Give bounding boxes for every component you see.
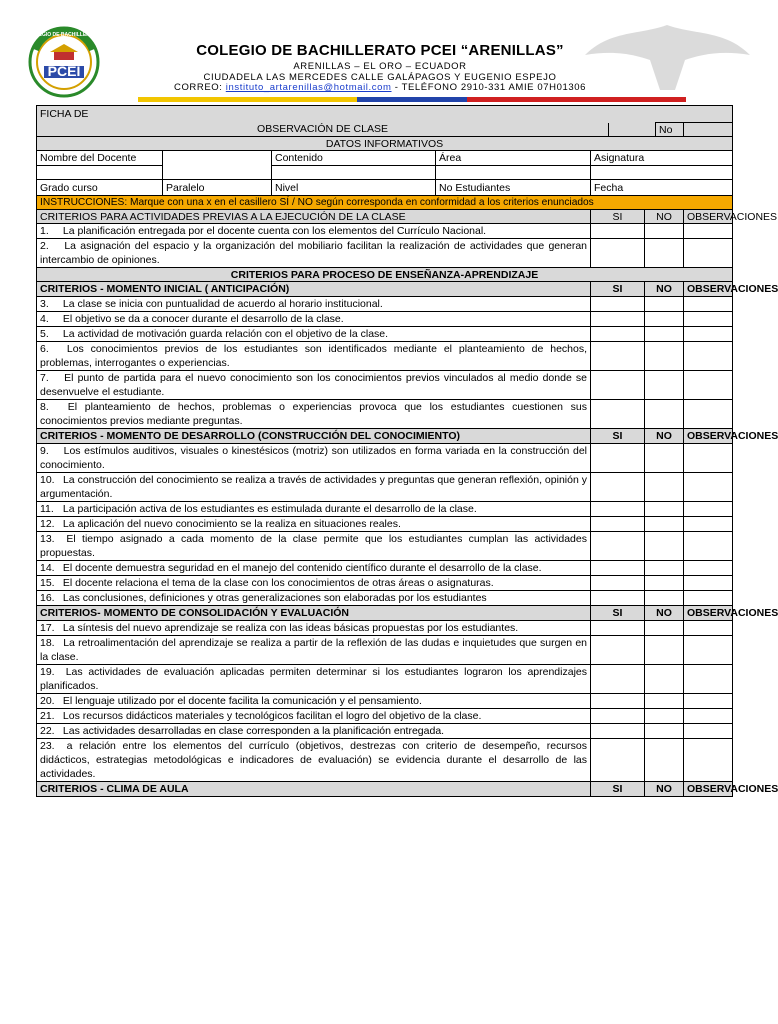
section-header-consolidacion: CRITERIOS- MOMENTO DE CONSOLIDACIÓN Y EVALUACIÓN SI NO OBSERVACIONES [37, 606, 733, 621]
obs-cell[interactable] [684, 694, 733, 709]
no-cell[interactable] [645, 665, 684, 694]
obs-cell[interactable] [684, 561, 733, 576]
table-row: 17. La síntesis del nuevo aprendizaje se realiza con las ideas básicas propuestas por los estudiantes. [37, 621, 733, 636]
si-cell[interactable] [591, 502, 645, 517]
no-estudiantes-label: No Estudiantes [436, 180, 591, 196]
no-cell[interactable] [645, 502, 684, 517]
school-contact: CORREO: instituto_artarenillas@hotmail.com - TELÉFONO 2910-331 AMIE 07H01306 [173, 82, 587, 93]
si-cell[interactable] [591, 400, 645, 429]
no-cell[interactable] [645, 444, 684, 473]
si-cell[interactable] [591, 239, 645, 268]
coat-of-arms-watermark-icon [580, 15, 755, 95]
si-cell[interactable] [591, 694, 645, 709]
contenido-field[interactable] [272, 166, 436, 180]
no-cell[interactable] [645, 694, 684, 709]
no-label: No [656, 123, 684, 137]
si-cell[interactable] [591, 665, 645, 694]
nombre-docente-label: Nombre del Docente [37, 151, 163, 166]
no-cell[interactable] [645, 724, 684, 739]
no-cell[interactable] [645, 400, 684, 429]
obs-cell[interactable] [684, 636, 733, 665]
table-row: 9. Los estímulos auditivos, visuales o kinestésicos (motriz) son utilizados en forma variada en la construcción del conocimiento. [37, 444, 733, 473]
obs-cell[interactable] [684, 371, 733, 400]
obs-cell[interactable] [684, 724, 733, 739]
table-row: 6. Los conocimientos previos de los estudiantes son identificados mediante el planteamiento de hechos, problemas, interrogantes o experiencias. [37, 342, 733, 371]
section-header-desarrollo: CRITERIOS - MOMENTO DE DESARROLLO (CONSTRUCCIÓN DEL CONOCIMIENTO) SI NO OBSERVACIONES [37, 429, 733, 444]
si-cell[interactable] [591, 224, 645, 239]
asignatura-field[interactable] [591, 166, 733, 180]
table-row: 12. La aplicación del nuevo conocimiento se la realiza en situaciones reales. [37, 517, 733, 532]
si-cell[interactable] [591, 473, 645, 502]
table-row: 16. Las conclusiones, definiciones y otras generalizaciones son elaboradas por los estudiantes [37, 591, 733, 606]
no-cell[interactable] [645, 591, 684, 606]
si-cell[interactable] [591, 297, 645, 312]
table-row: 13. El tiempo asignado a cada momento de la clase permite que los estudiantes cumplan las actividades propuestas. [37, 532, 733, 561]
table-row: 15. El docente relaciona el tema de la clase con los conocimientos de otras áreas o asignaturas. [37, 576, 733, 591]
obs-cell[interactable] [684, 444, 733, 473]
no-cell[interactable] [645, 576, 684, 591]
si-cell[interactable] [591, 371, 645, 400]
no-cell[interactable] [645, 621, 684, 636]
table-row: 10. La construcción del conocimiento se realiza a través de actividades y preguntas que generan reflexión, opinión y argumentación. [37, 473, 733, 502]
si-cell[interactable] [591, 724, 645, 739]
no-cell[interactable] [645, 327, 684, 342]
si-cell[interactable] [591, 517, 645, 532]
obs-cell[interactable] [684, 239, 733, 268]
si-cell[interactable] [591, 327, 645, 342]
table-row: 18. La retroalimentación del aprendizaje se realiza a partir de la reflexión de las dudas e inquietudes que surgen en la clase. [37, 636, 733, 665]
obs-cell[interactable] [684, 473, 733, 502]
no-cell[interactable] [645, 224, 684, 239]
si-cell[interactable] [591, 342, 645, 371]
obs-cell[interactable] [684, 709, 733, 724]
table-row: 23. a relación entre los elementos del currículo (objetivos, destrezas con criterio de desempeño, recursos didácticos, estrategias metodológicas e indicadores de evaluación) se evidencia durante el desarrollo de las actividades. [37, 739, 733, 782]
svg-text:PCEI: PCEI [47, 63, 81, 79]
table-row: 5. La actividad de motivación guarda relación con el objetivo de la clase. [37, 327, 733, 342]
school-location: ARENILLAS – EL ORO – ECUADOR [293, 61, 467, 72]
obs-cell[interactable] [684, 312, 733, 327]
area-field[interactable] [436, 166, 591, 180]
no-cell[interactable] [645, 561, 684, 576]
obs-cell[interactable] [684, 576, 733, 591]
no-cell[interactable] [645, 739, 684, 782]
si-cell[interactable] [591, 561, 645, 576]
table-row: 4. El objetivo se da a conocer durante el desarrollo de la clase. [37, 312, 733, 327]
no-cell[interactable] [645, 517, 684, 532]
no-cell[interactable] [645, 636, 684, 665]
table-row: 3. La clase se inicia con puntualidad de acuerdo al horario institucional. [37, 297, 733, 312]
obs-cell[interactable] [684, 400, 733, 429]
svg-text:COLEGIO DE BACHILLERATO: COLEGIO DE BACHILLERATO [28, 32, 100, 38]
contenido-label: Contenido [272, 151, 436, 166]
no-cell[interactable] [645, 709, 684, 724]
table-row: 11. La participación activa de los estudiantes es estimulada durante el desarrollo de la clase. [37, 502, 733, 517]
table-row: 8. El planteamiento de hechos, problemas o experiencias provoca que los estudiantes cuestionen sus conocimientos previos mediante preguntas. [37, 400, 733, 429]
no-cell[interactable] [645, 371, 684, 400]
si-cell[interactable] [591, 591, 645, 606]
obs-cell[interactable] [684, 739, 733, 782]
table-row: 14. El docente demuestra seguridad en el manejo del contenido científico durante el desarrollo de la clase. [37, 561, 733, 576]
ficha-de: FICHA DE [37, 106, 733, 123]
paralelo-label: Paralelo [163, 180, 272, 196]
no-cell[interactable] [645, 473, 684, 502]
obs-cell[interactable] [684, 327, 733, 342]
si-cell[interactable] [591, 621, 645, 636]
si-cell[interactable] [591, 709, 645, 724]
obs-cell[interactable] [684, 591, 733, 606]
table-row: 22. Las actividades desarrolladas en clase corresponden a la planificación entregada. [37, 724, 733, 739]
section-title: CRITERIOS PARA ACTIVIDADES PREVIAS A LA EJECUCIÓN DE LA CLASE [37, 210, 591, 224]
table-row: 20. El lenguaje utilizado por el docente facilita la comunicación y el pensamiento. [37, 694, 733, 709]
si-cell[interactable] [591, 444, 645, 473]
si-cell[interactable] [591, 636, 645, 665]
section-header-inicial: CRITERIOS - MOMENTO INICIAL ( ANTICIPACIÓN) SI NO OBSERVACIONES [37, 282, 733, 297]
school-title: COLEGIO DE BACHILLERATO PCEI “ARENILLAS” [196, 42, 564, 59]
no-cell[interactable] [645, 532, 684, 561]
no-field[interactable] [684, 123, 733, 137]
grado-curso-label: Grado curso [37, 180, 163, 196]
no-cell[interactable] [645, 312, 684, 327]
table-row: 19. Las actividades de evaluación aplicadas permiten determinar si los estudiantes lograron los aprendizajes planificados. [37, 665, 733, 694]
flag-stripe [138, 97, 686, 102]
obs-cell[interactable] [684, 224, 733, 239]
asignatura-label: Asignatura [591, 151, 733, 166]
no-cell[interactable] [645, 342, 684, 371]
no-cell[interactable] [645, 297, 684, 312]
section-title-proceso: CRITERIOS PARA PROCESO DE ENSEÑANZA-APRENDIZAJE [37, 268, 733, 282]
observation-form [36, 105, 778, 797]
email-link[interactable]: instituto_artarenillas@hotmail.com [225, 82, 392, 93]
table-row: 21. Los recursos didácticos materiales y tecnológicos facilitan el logro del objetivo de la clase. [37, 709, 733, 724]
obs-cell[interactable] [684, 502, 733, 517]
table-row: 1. La planificación entregada por el docente cuenta con los elementos del Currículo Nacional. [37, 224, 733, 239]
area-label: Área [436, 151, 591, 166]
table-row: 2. La asignación del espacio y la organización del mobiliario facilitan la realización de actividades que generan intercambio de opiniones. [37, 239, 733, 268]
datos-informativos: DATOS INFORMATIVOS [37, 137, 733, 151]
document-header [0, 0, 768, 105]
section-header-previas: CRITERIOS PARA ACTIVIDADES PREVIAS A LA EJECUCIÓN DE LA CLASE SI NO OBSERVACIONES [37, 210, 733, 224]
section-header-clima: CRITERIOS - CLIMA DE AULA SI NO OBSERVACIONES [37, 782, 733, 797]
obs-cell[interactable] [684, 621, 733, 636]
nombre-docente-field[interactable] [163, 151, 272, 180]
instructions: INSTRUCCIONES: Marque con una x en el casillero SÍ / NO según corresponda en conformidad a los criterios enunciados [37, 196, 733, 210]
si-cell[interactable] [591, 532, 645, 561]
si-cell[interactable] [591, 312, 645, 327]
obs-cell[interactable] [684, 342, 733, 371]
obs-cell[interactable] [684, 297, 733, 312]
school-logo-icon [28, 22, 100, 100]
si-cell[interactable] [591, 576, 645, 591]
obs-cell[interactable] [684, 517, 733, 532]
nivel-label: Nivel [272, 180, 436, 196]
fecha-label: Fecha [591, 180, 733, 196]
observacion-title: OBSERVACIÓN DE CLASE [37, 123, 609, 137]
obs-cell[interactable] [684, 665, 733, 694]
obs-cell[interactable] [684, 532, 733, 561]
no-cell[interactable] [645, 239, 684, 268]
table-row: 7. El punto de partida para el nuevo conocimiento son los conocimientos previos vinculados al medio donde se desenvuelve el estudiante. [37, 371, 733, 400]
school-address: CIUDADELA LAS MERCEDES CALLE GALÁPAGOS Y EUGENIO ESPEJO [203, 72, 557, 83]
si-cell[interactable] [591, 739, 645, 782]
